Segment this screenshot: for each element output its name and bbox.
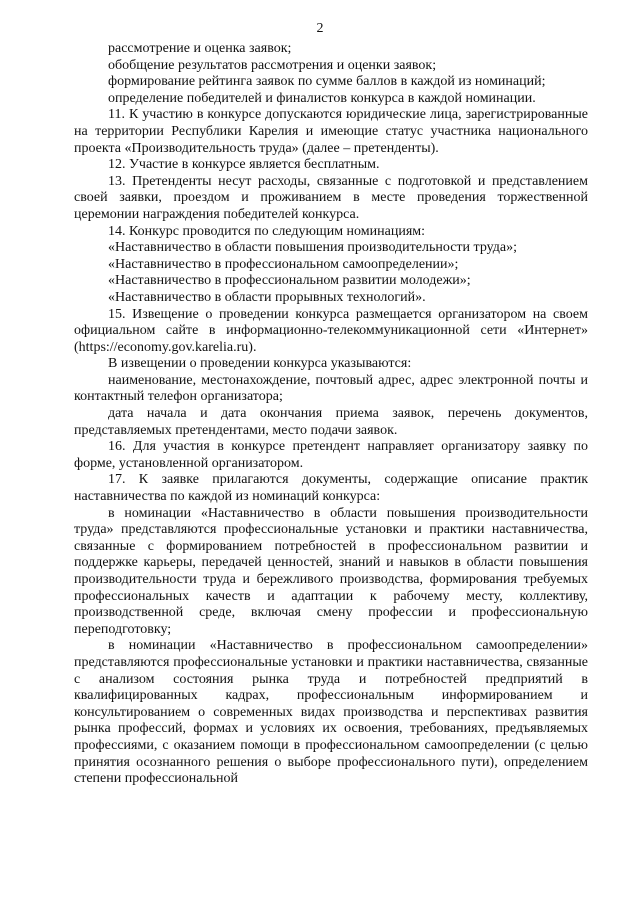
paragraph: 12. Участие в конкурсе является бесплатным. [108,157,380,173]
paragraph: формирование рейтинга заявок по сумме баллов в каждой из номинаций; [108,74,546,90]
paragraph: 14. Конкурс проводится по следующим номинациям: [108,223,426,239]
paragraph: 15. Извещение о проведении конкурса размещается организатором на своем официальном сайте в информационно-телекоммуникационной сети «Интернет» (https://economy.gov.karelia.ru). [74,306,588,355]
paragraph: в номинации «Наставничество в профессиональном самоопределении» представляются профессиональные установки и практики наставничества, связанные с анализом состояния рынка труда и потребностей предприятий в квалифицированных кадрах, профессиональным информированием и консультированием о современных видах производства и перспективах развития рынка профессий, формах и условиях их освоения, требованиях, предъявляемых профессиями, с оказанием помощи в профессиональном самоопределении (с целью принятия осознанного решения о выборе профессионального пути), определением степени профессиональной [74,638,588,787]
paragraph: наименование, местонахождение, почтовый адрес, адрес электронной почты и контактный телефон организатора; [74,372,588,405]
paragraph: определение победителей и финалистов конкурса в каждой номинации. [108,90,536,106]
paragraph: «Наставничество в профессиональном самоопределении»; [108,256,459,272]
paragraph: 16. Для участия в конкурсе претендент направляет организатору заявку по форме, установленной организатором. [74,439,588,471]
paragraph: обобщение результатов рассмотрения и оценки заявок; [108,57,437,73]
paragraph: 11. К участию в конкурсе допускаются юридические лица, зарегистрированные на территории Республики Карелия и имеющие статус участника национального проекта «Производительность труда» (далее – претенденты). [74,107,588,156]
paragraph: В извещении о проведении конкурса указываются: [108,356,412,372]
paragraph: «Наставничество в области повышения производительности труда»; [108,240,517,256]
document-body [74,41,588,788]
paragraph: дата начала и дата окончания приема заявок, перечень документов, представляемых претендентами, место подачи заявок. [74,406,588,438]
page-number: 2 [316,21,324,36]
paragraph: рассмотрение и оценка заявок; [108,41,292,56]
paragraph: 13. Претенденты несут расходы, связанные с подготовкой и представлением своей заявки, проездом и проживанием в месте проведения торжественной церемонии награждения победителей конкурса. [74,173,588,222]
paragraph: 17. К заявке прилагаются документы, содержащие описание практик наставничества по каждой из номинаций конкурса: [74,472,588,505]
paragraph: в номинации «Наставничество в области повышения производительности труда» представляются профессиональные установки и практики наставничества, связанные с формированием потребностей в профессиональном развитии и поддержке карьеры, передачей ценностей, знаний и навыков в области повышения производительности труда и бережливого производства, формирования требуемых профессиональных качеств и адаптации к рабочему месту, коллективу, производственной среде, включая смену профессии и профессиональную переподготовку; [74,505,588,637]
paragraph: «Наставничество в области прорывных технологий». [108,289,426,305]
paragraph: «Наставничество в профессиональном развитии молодежи»; [108,273,471,289]
